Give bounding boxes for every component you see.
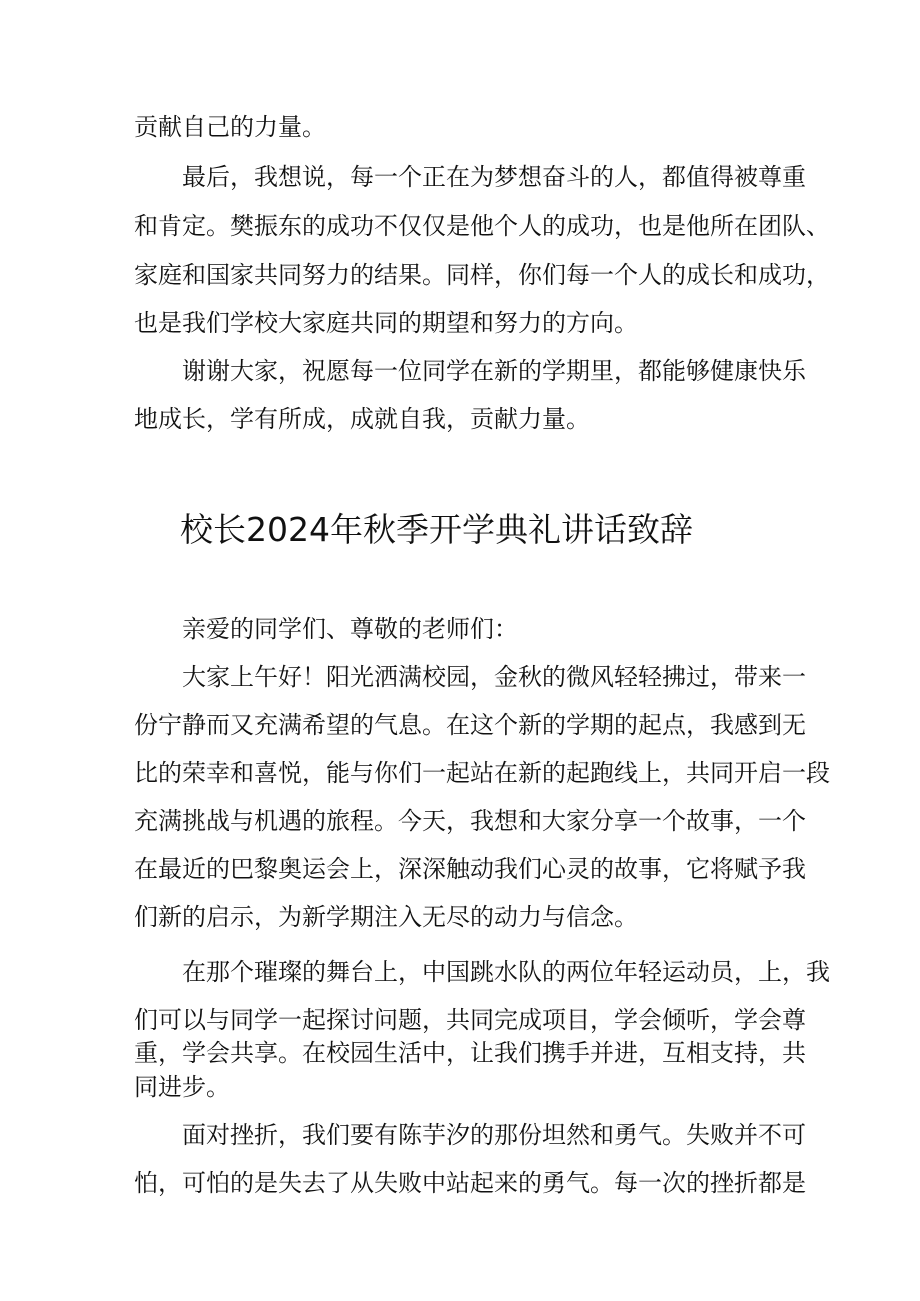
paragraph-line: 份宁静而又充满希望的气息。在这个新的学期的起点，我感到无 xyxy=(134,711,806,739)
paragraph-line: 比的荣幸和喜悦，能与你们一起站在新的起跑线上，共同开启一段 xyxy=(134,759,830,787)
paragraph-line: 最后，我想说，每一个正在为梦想奋斗的人，都值得被尊重 xyxy=(182,163,806,191)
paragraph-line: 地成长，学有所成，成就自我，贡献力量。 xyxy=(134,405,590,433)
paragraph-line: 也是我们学校大家庭共同的期望和努力的方向。 xyxy=(134,309,638,337)
paragraph-line: 重，学会共享。在校园生活中，让我们携手并进，互相支持，共 xyxy=(134,1039,806,1067)
salutation: 亲爱的同学们、尊敬的老师们： xyxy=(182,615,518,643)
paragraph-line: 面对挫折，我们要有陈芋汐的那份坦然和勇气。失败并不可 xyxy=(182,1121,806,1149)
paragraph-line: 在最近的巴黎奥运会上，深深触动我们心灵的故事，它将赋予我 xyxy=(134,855,806,883)
document-title: 校长2024年秋季开学典礼讲话致辞 xyxy=(180,510,693,549)
paragraph-line: 在那个璀璨的舞台上，中国跳水队的两位年轻运动员，上，我 xyxy=(182,958,830,986)
paragraph-line: 们可以与同学一起探讨问题，共同完成项目，学会倾听，学会尊 xyxy=(134,1006,806,1034)
paragraph-line: 充满挑战与机遇的旅程。今天，我想和大家分享一个故事，一个 xyxy=(134,807,806,835)
paragraph-line: 怕，可怕的是失去了从失败中站起来的勇气。每一次的挫折都是 xyxy=(134,1169,806,1197)
paragraph-line: 大家上午好！阳光洒满校园，金秋的微风轻轻拂过，带来一 xyxy=(182,663,806,691)
paragraph-line: 们新的启示，为新学期注入无尽的动力与信念。 xyxy=(134,903,638,931)
paragraph-line: 和肯定。樊振东的成功不仅仅是他个人的成功，也是他所在团队、 xyxy=(134,212,830,240)
paragraph-line: 家庭和国家共同努力的结果。同样，你们每一个人的成长和成功， xyxy=(134,261,830,289)
paragraph-line: 贡献自己的力量。 xyxy=(134,113,326,141)
paragraph-line: 谢谢大家，祝愿每一位同学在新的学期里，都能够健康快乐 xyxy=(182,357,806,385)
paragraph-line: 同进步。 xyxy=(134,1073,230,1101)
